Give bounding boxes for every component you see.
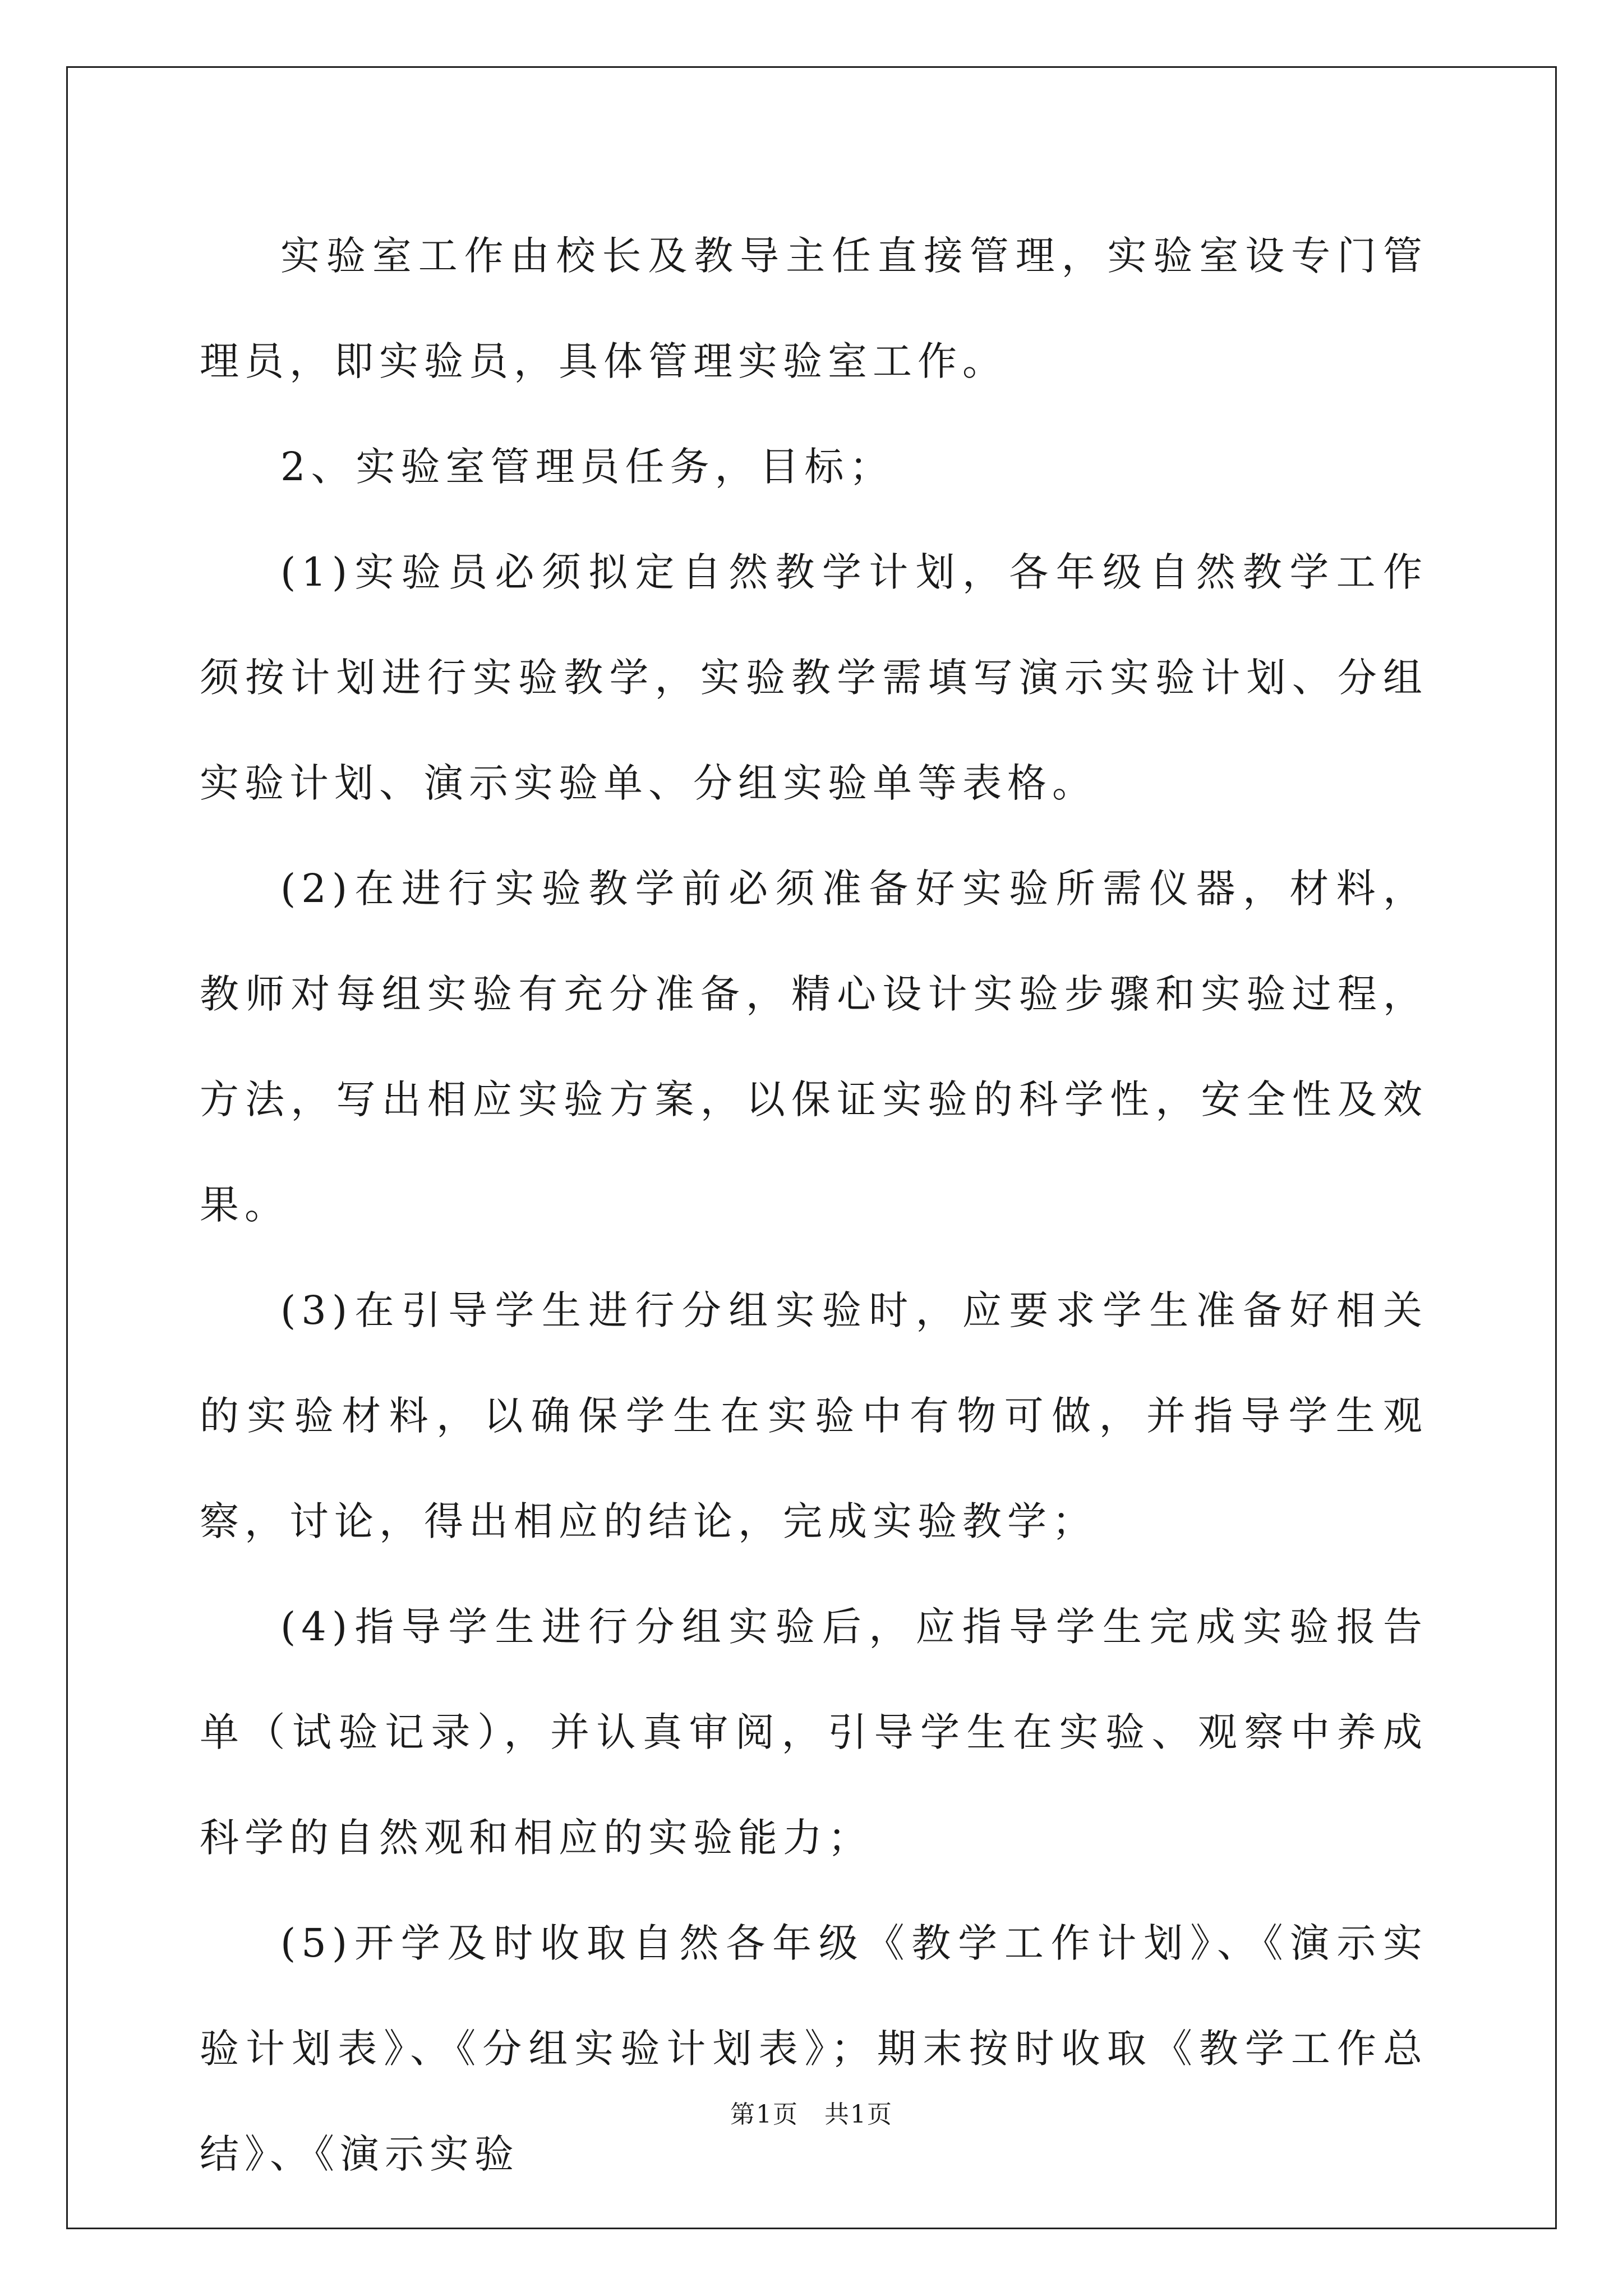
paragraph-4: (2)在进行实验教学前必须准备好实验所需仪器，材料，教师对每组实验有充分准备，精心设计实验步骤和实验过程，方法，写出相应实验方案，以保证实验的科学性，安全性及效果。 xyxy=(200,866,1428,1228)
paragraph-2: 2、实验室管理员任务，目标； xyxy=(280,444,895,490)
paragraph-7: (5)开学及时收取自然各年级《教学工作计划》、《演示实验计划表》、《分组实验计划表》；期末按时收取《教学工作总结》、《演示实验 xyxy=(200,1920,1428,2177)
paragraph-3: (1)实验员必须拟定自然教学计划，各年级自然教学工作须按计划进行实验教学，实验教学需填写演示实验计划、分组实验计划、演示实验单、分组实验单等表格。 xyxy=(200,549,1428,806)
document-body xyxy=(200,203,1428,2207)
paragraph-6: (4)指导学生进行分组实验后，应指导学生完成实验报告单（试验记录），并认真审阅，引导学生在实验、观察中养成科学的自然观和相应的实验能力； xyxy=(200,1604,1428,1861)
paragraph-5: (3)在引导学生进行分组实验时，应要求学生准备好相关的实验材料，以确保学生在实验中有物可做，并指导学生观察，讨论，得出相应的结论，完成实验教学； xyxy=(200,1287,1428,1544)
page-footer: 第1页 共1页 xyxy=(730,2100,893,2129)
paragraph-1: 实验室工作由校长及教导主任直接管理，实验室设专门管理员，即实验员，具体管理实验室工作。 xyxy=(200,233,1428,384)
